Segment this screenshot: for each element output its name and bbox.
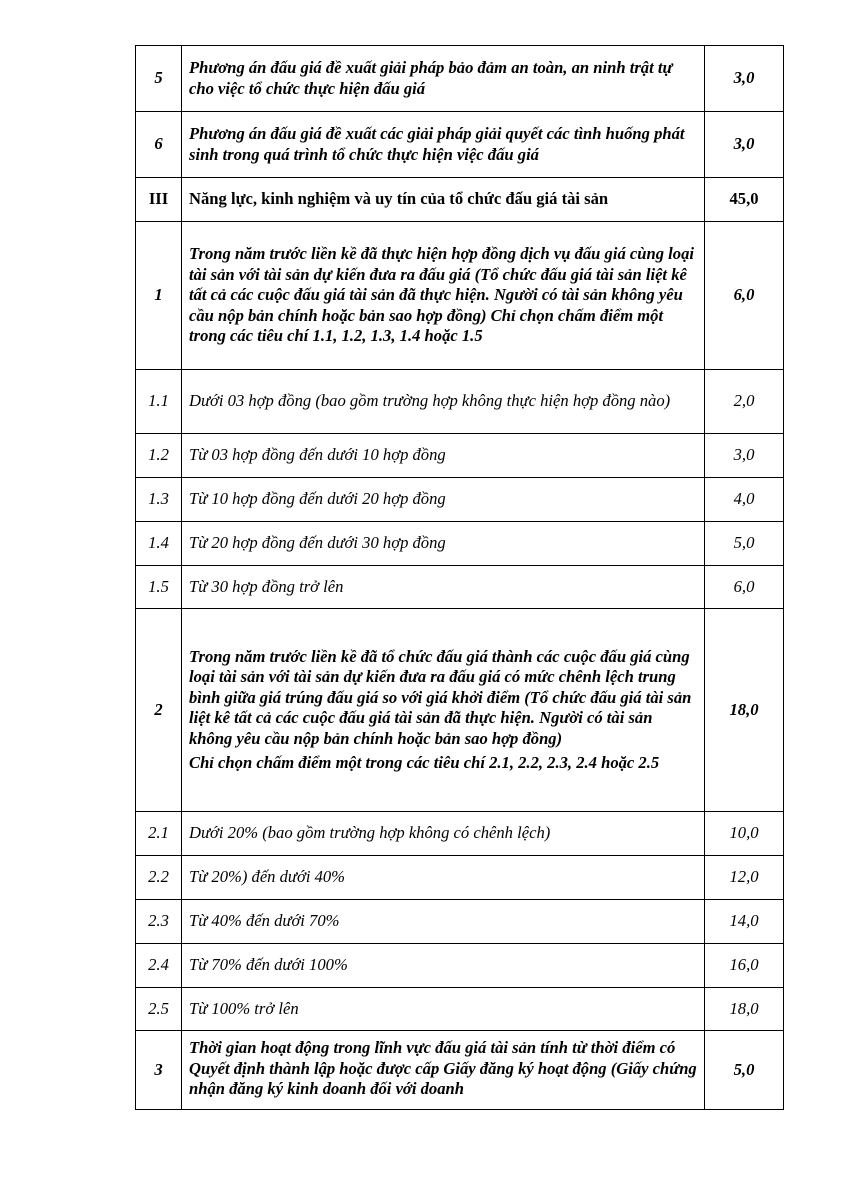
score-value: 3,0 xyxy=(705,434,784,478)
score-value: 14,0 xyxy=(705,900,784,944)
score-value: 3,0 xyxy=(705,112,784,178)
section-number: III xyxy=(136,178,182,222)
score-value: 6,0 xyxy=(705,566,784,609)
row-number: 2.5 xyxy=(136,988,182,1031)
score-value: 5,0 xyxy=(705,522,784,566)
table-row xyxy=(136,988,784,1031)
table-row xyxy=(136,566,784,609)
table-row xyxy=(136,609,784,812)
score-value: 6,0 xyxy=(705,222,784,370)
table-row xyxy=(136,222,784,370)
criterion-text: Trong năm trước liền kề đã thực hiện hợp đồng dịch vụ đấu giá cùng loại tài sản với tài sản dự kiến đưa ra đấu giá (Tổ chức đấu giá tài sản liệt kê tất cả các cuộc đấu giá tài sản đã thực hiện. Người có tài sản không yêu cầu nộp bản chính hoặc bản sao hợp đồng) Chỉ chọn chấm điểm một trong các tiêu chí 1.1, 1.2, 1.3, 1.4 hoặc 1.5 xyxy=(182,222,705,370)
score-value: 2,0 xyxy=(705,370,784,434)
criterion-text: Từ 30 hợp đồng trở lên xyxy=(182,566,705,609)
criterion-text: Từ 10 hợp đồng đến dưới 20 hợp đồng xyxy=(182,478,705,522)
score-value: 5,0 xyxy=(705,1031,784,1110)
criterion-text: Phương án đấu giá đề xuất các giải pháp giải quyết các tình huống phát sinh trong quá trình tổ chức thực hiện việc đấu giá xyxy=(182,112,705,178)
criterion-text: Từ 40% đến dưới 70% xyxy=(182,900,705,944)
score-value: 18,0 xyxy=(705,609,784,812)
row-number: 5 xyxy=(136,46,182,112)
row-number: 2.3 xyxy=(136,900,182,944)
table-row xyxy=(136,434,784,478)
criterion-text: Từ 100% trở lên xyxy=(182,988,705,1031)
score-value: 10,0 xyxy=(705,812,784,856)
row-number: 2 xyxy=(136,609,182,812)
row-number: 2.1 xyxy=(136,812,182,856)
criterion-text: Dưới 20% (bao gồm trường hợp không có chênh lệch) xyxy=(182,812,705,856)
row-number: 3 xyxy=(136,1031,182,1110)
criterion-note: Chỉ chọn chấm điểm một trong các tiêu chí 2.1, 2.2, 2.3, 2.4 hoặc 2.5 xyxy=(189,753,660,772)
score-value: 3,0 xyxy=(705,46,784,112)
section-header-row xyxy=(136,178,784,222)
table-row xyxy=(136,478,784,522)
table-row xyxy=(136,112,784,178)
criterion-text: Từ 20 hợp đồng đến dưới 30 hợp đồng xyxy=(182,522,705,566)
row-number: 1.3 xyxy=(136,478,182,522)
criterion-text: Từ 03 hợp đồng đến dưới 10 hợp đồng xyxy=(182,434,705,478)
table-row xyxy=(136,1031,784,1110)
score-value: 16,0 xyxy=(705,944,784,988)
score-value: 12,0 xyxy=(705,856,784,900)
criterion-text: Dưới 03 hợp đồng (bao gồm trường hợp không thực hiện hợp đồng nào) xyxy=(182,370,705,434)
section-title: Năng lực, kinh nghiệm và uy tín của tổ chức đấu giá tài sản xyxy=(182,178,705,222)
row-number: 1.5 xyxy=(136,566,182,609)
criterion-text: Từ 70% đến dưới 100% xyxy=(182,944,705,988)
criterion-text: Trong năm trước liền kề đã tổ chức đấu giá thành các cuộc đấu giá cùng loại tài sản với tài sản dự kiến đưa ra đấu giá có mức chênh lệch trung bình giữa giá trúng đấu giá so với giá khởi điểm (Tổ chức đấu giá tài sản liệt kê tất cả các cuộc đấu giá tài sản đã thực hiện. Người có tài sản không yêu cầu nộp bản chính hoặc bản sao hợp đồng) xyxy=(189,646,692,748)
table-row xyxy=(136,900,784,944)
row-number: 1 xyxy=(136,222,182,370)
row-number: 1.2 xyxy=(136,434,182,478)
table-row xyxy=(136,944,784,988)
table-row xyxy=(136,370,784,434)
row-number: 6 xyxy=(136,112,182,178)
section-score: 45,0 xyxy=(705,178,784,222)
criterion-cell xyxy=(182,609,705,812)
table-row xyxy=(136,856,784,900)
row-number: 1.1 xyxy=(136,370,182,434)
row-number: 2.2 xyxy=(136,856,182,900)
table-row xyxy=(136,522,784,566)
criterion-text: Phương án đấu giá đề xuất giải pháp bảo đảm an toàn, an ninh trật tự cho việc tổ chức thực hiện đấu giá xyxy=(182,46,705,112)
scoring-table xyxy=(135,45,784,1110)
table-row xyxy=(136,812,784,856)
row-number: 1.4 xyxy=(136,522,182,566)
table-row xyxy=(136,46,784,112)
row-number: 2.4 xyxy=(136,944,182,988)
criterion-text: Từ 20%) đến dưới 40% xyxy=(182,856,705,900)
score-value: 4,0 xyxy=(705,478,784,522)
criterion-text: Thời gian hoạt động trong lĩnh vực đấu giá tài sản tính từ thời điểm có Quyết định thành lập hoặc được cấp Giấy đăng ký hoạt động (Giấy chứng nhận đăng ký kinh doanh đối với doanh xyxy=(182,1031,705,1110)
score-value: 18,0 xyxy=(705,988,784,1031)
